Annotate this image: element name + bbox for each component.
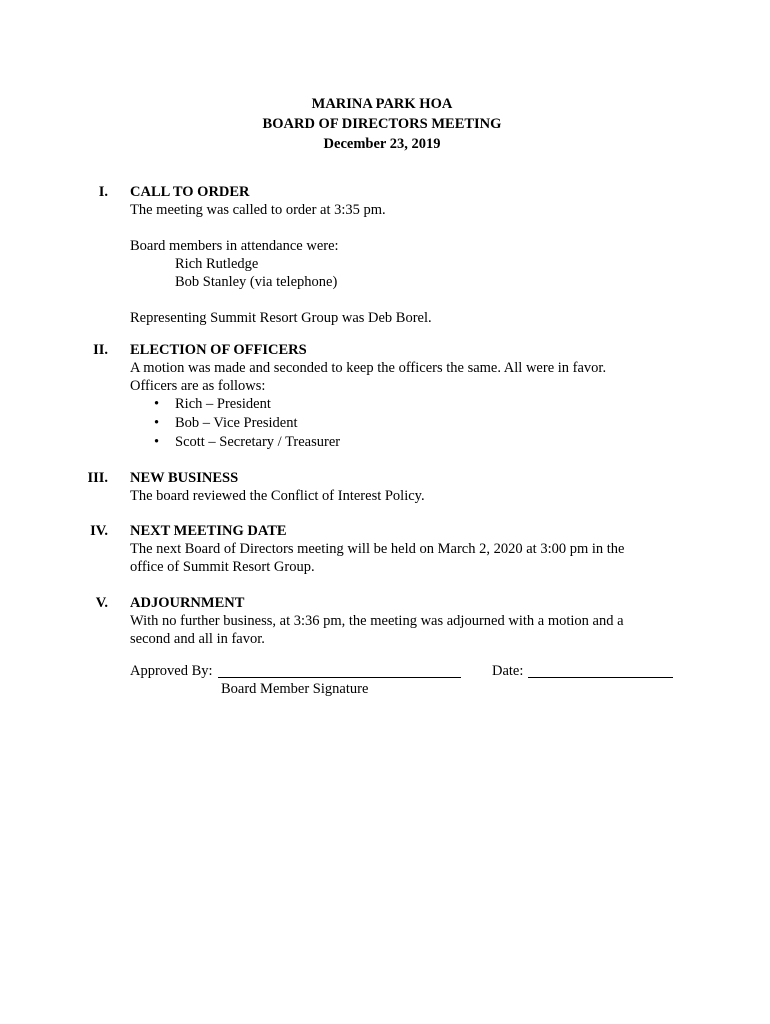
attendee-item: Bob Stanley (via telephone) (175, 274, 338, 290)
section-title: NEXT MEETING DATE (130, 523, 287, 539)
representing-text: Representing Summit Resort Group was Deb Borel. (130, 310, 432, 326)
officer-label: Bob – Vice President (175, 415, 298, 431)
section-text: A motion was made and seconded to keep the officers the same. All were in favor. (130, 360, 607, 376)
section-number: I. (98, 184, 108, 200)
meeting-title: BOARD OF DIRECTORS MEETING (262, 116, 502, 132)
section-number: II. (93, 342, 108, 358)
list-item (130, 414, 690, 433)
section-number: III. (87, 470, 108, 486)
section-text: second and all in favor. (130, 631, 265, 647)
organization-name: MARINA PARK HOA (311, 96, 453, 112)
approved-by-label: Approved By: (130, 663, 213, 679)
list-item (130, 395, 690, 414)
document-header (0, 94, 764, 154)
bullet-icon: • (154, 396, 160, 412)
signature-line (218, 662, 461, 678)
section-text: The next Board of Directors meeting will be held on March 2, 2020 at 3:00 pm in the (130, 541, 625, 557)
bullet-icon: • (154, 434, 160, 450)
list-item (130, 433, 690, 452)
section-text: The meeting was called to order at 3:35 pm. (130, 202, 386, 218)
section-title: NEW BUSINESS (130, 470, 239, 486)
attendance-intro: Board members in attendance were: (130, 238, 339, 254)
section-text: With no further business, at 3:36 pm, the meeting was adjourned with a motion and a (130, 613, 624, 629)
section-title: CALL TO ORDER (130, 184, 250, 200)
section-text: office of Summit Resort Group. (130, 559, 315, 575)
officers-list (130, 395, 690, 452)
section-text: Officers are as follows: (130, 378, 266, 394)
attendee-item: Rich Rutledge (175, 256, 259, 272)
section-number: V. (95, 595, 108, 611)
section-text: The board reviewed the Conflict of Interest Policy. (130, 488, 425, 504)
approval-block (130, 662, 690, 697)
section-title: ADJOURNMENT (130, 595, 245, 611)
meeting-date: December 23, 2019 (323, 136, 441, 152)
date-label: Date: (492, 663, 524, 679)
bullet-icon: • (154, 415, 160, 431)
date-line (528, 662, 673, 678)
signature-caption: Board Member Signature (221, 681, 369, 697)
section-title: ELECTION OF OFFICERS (130, 342, 307, 358)
officer-label: Rich – President (175, 396, 271, 412)
section-number: IV. (90, 523, 108, 539)
officer-label: Scott – Secretary / Treasurer (175, 434, 341, 450)
